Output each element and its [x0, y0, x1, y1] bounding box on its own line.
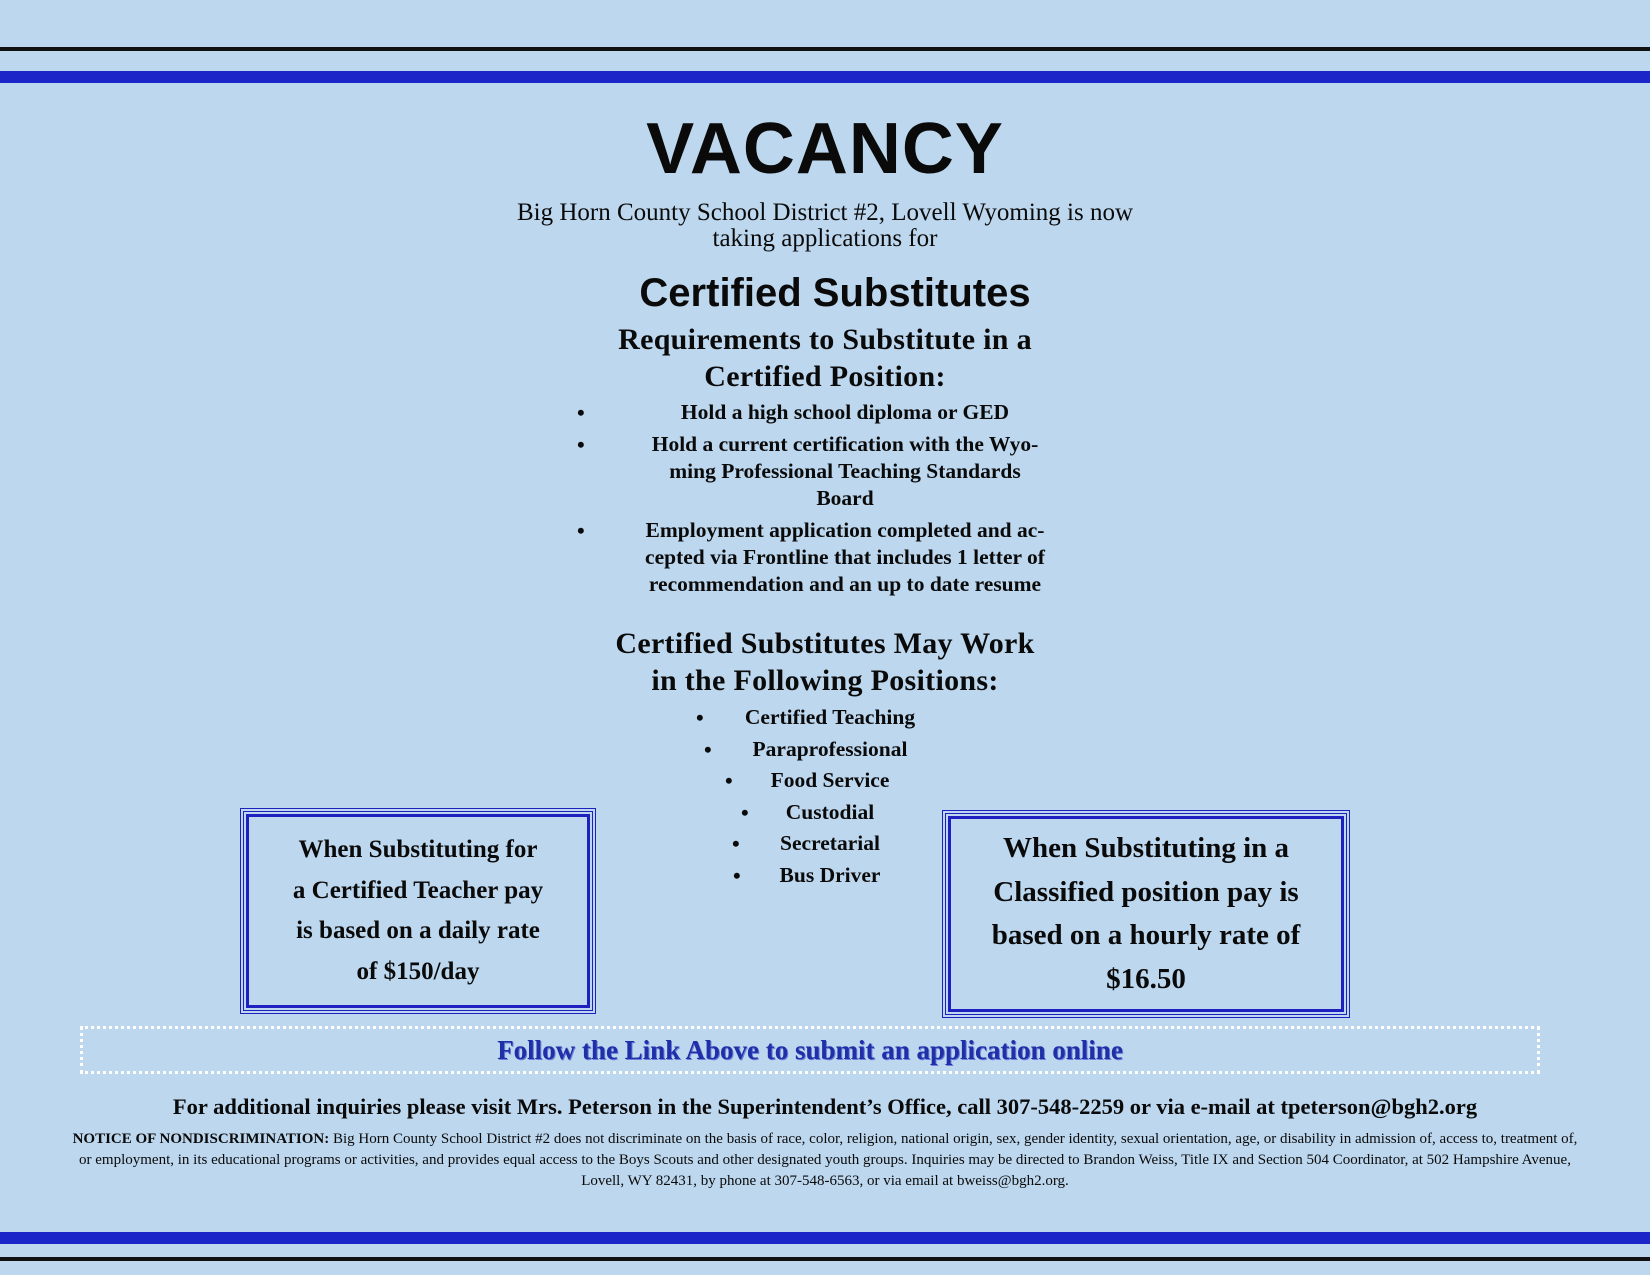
pay-text-line: When Substituting for [298, 836, 538, 863]
list-item-text: Bus Driver [779, 862, 881, 887]
list-item [565, 431, 1085, 512]
list-item [680, 704, 980, 736]
certified-pay-box [240, 808, 596, 1014]
list-item [565, 399, 1085, 426]
application-link[interactable]: Follow the Link Above to submit an application online [497, 1035, 1123, 1065]
heading-line: Certified Substitutes May Work [615, 627, 1035, 660]
list-item-text: Hold a high school diploma or GED [680, 400, 1010, 424]
list-item-text: Employment application completed and ac- [645, 518, 1045, 542]
list-item-text: Board [816, 486, 874, 510]
pay-text-line: based on a hourly rate of [991, 919, 1301, 951]
list-item-text: Certified Teaching [744, 705, 916, 729]
intro-text [0, 200, 1650, 252]
list-item [680, 830, 980, 862]
bullet-icon: • [725, 768, 733, 794]
top-black-rule [0, 47, 1650, 51]
pay-text-line: $16.50 [1106, 962, 1186, 995]
bullet-icon: • [577, 400, 585, 425]
list-item-text: ming Professional Teaching Standards [669, 459, 1021, 483]
list-item-text: Custodial [785, 799, 875, 824]
bullet-icon: • [732, 831, 740, 857]
list-item [680, 736, 980, 768]
inquiry-text: For additional inquiries please visit Mrs. Peterson in the Superintendent’s Office, call 307-548-2259 or via e-mail at tpeterson@bgh2.org [172, 1094, 1478, 1119]
notice-text: Big Horn County School District #2 does not discriminate on the basis of race, color, religion, national origin, sex, gender identity, sexual orientation, age, or disability in admission of, access to, treatment of, or employment, in its educational programs or activities, and provides equal access to the Boys Scouts and other designated youth groups. Inquiries may be directed to Brandon Weiss, Title IX and Section 504 Coordinator, at 502 Hampshire Avenue, Lovell, WY 82431, by phone at 307-548-6563, or via email at bweiss@bgh2.org. [79, 1131, 1578, 1189]
intro-line: Big Horn County School District #2, Lovell Wyoming is now [516, 199, 1134, 226]
list-item-text: Food Service [770, 768, 890, 793]
pay-text-line: of $150/day [356, 957, 480, 985]
bottom-black-rule [0, 1257, 1650, 1261]
classified-pay-box [942, 810, 1350, 1018]
bullet-icon: • [577, 518, 585, 543]
heading-line: Certified Position: [704, 360, 946, 393]
list-item-text: Hold a current certification with the Wyo- [651, 432, 1039, 456]
bullet-icon: • [577, 432, 585, 457]
bullet-icon: • [733, 862, 741, 888]
nondiscrimination-notice [70, 1129, 1580, 1192]
list-item-text: Paraprofessional [752, 736, 908, 761]
page-title: VACANCY [646, 109, 1004, 189]
bullet-icon: • [741, 799, 749, 825]
bottom-blue-rule [0, 1232, 1650, 1244]
pay-text-line: a Certified Teacher pay [292, 876, 544, 904]
requirements-list [565, 399, 1085, 603]
heading-line: Requirements to Substitute in a [618, 323, 1032, 356]
bullet-icon: • [704, 736, 712, 762]
application-link-banner[interactable] [80, 1026, 1540, 1074]
list-item [680, 767, 980, 799]
list-item-text: Secretarial [780, 831, 880, 856]
requirements-heading [0, 321, 1650, 395]
list-item [680, 799, 980, 831]
list-item [680, 862, 980, 894]
bullet-icon: • [696, 705, 704, 730]
heading-line: in the Following Positions: [651, 664, 999, 697]
pay-text-line: When Substituting in a [1002, 832, 1290, 864]
list-item-text: cepted via Frontline that includes 1 letter of [645, 545, 1045, 569]
notice-label: NOTICE OF NONDISCRIMINATION: [72, 1131, 330, 1147]
pay-text-line: is based on a daily rate [296, 917, 540, 944]
subtitle: Certified Substitutes [639, 271, 1031, 315]
intro-line: taking applications for [712, 225, 938, 252]
list-item [565, 517, 1085, 598]
top-blue-rule [0, 71, 1650, 83]
positions-heading [0, 625, 1650, 699]
list-item-text: recommendation and an up to date resume [648, 572, 1042, 596]
pay-text-line: Classified position pay is [993, 875, 1299, 908]
positions-list [680, 704, 980, 894]
